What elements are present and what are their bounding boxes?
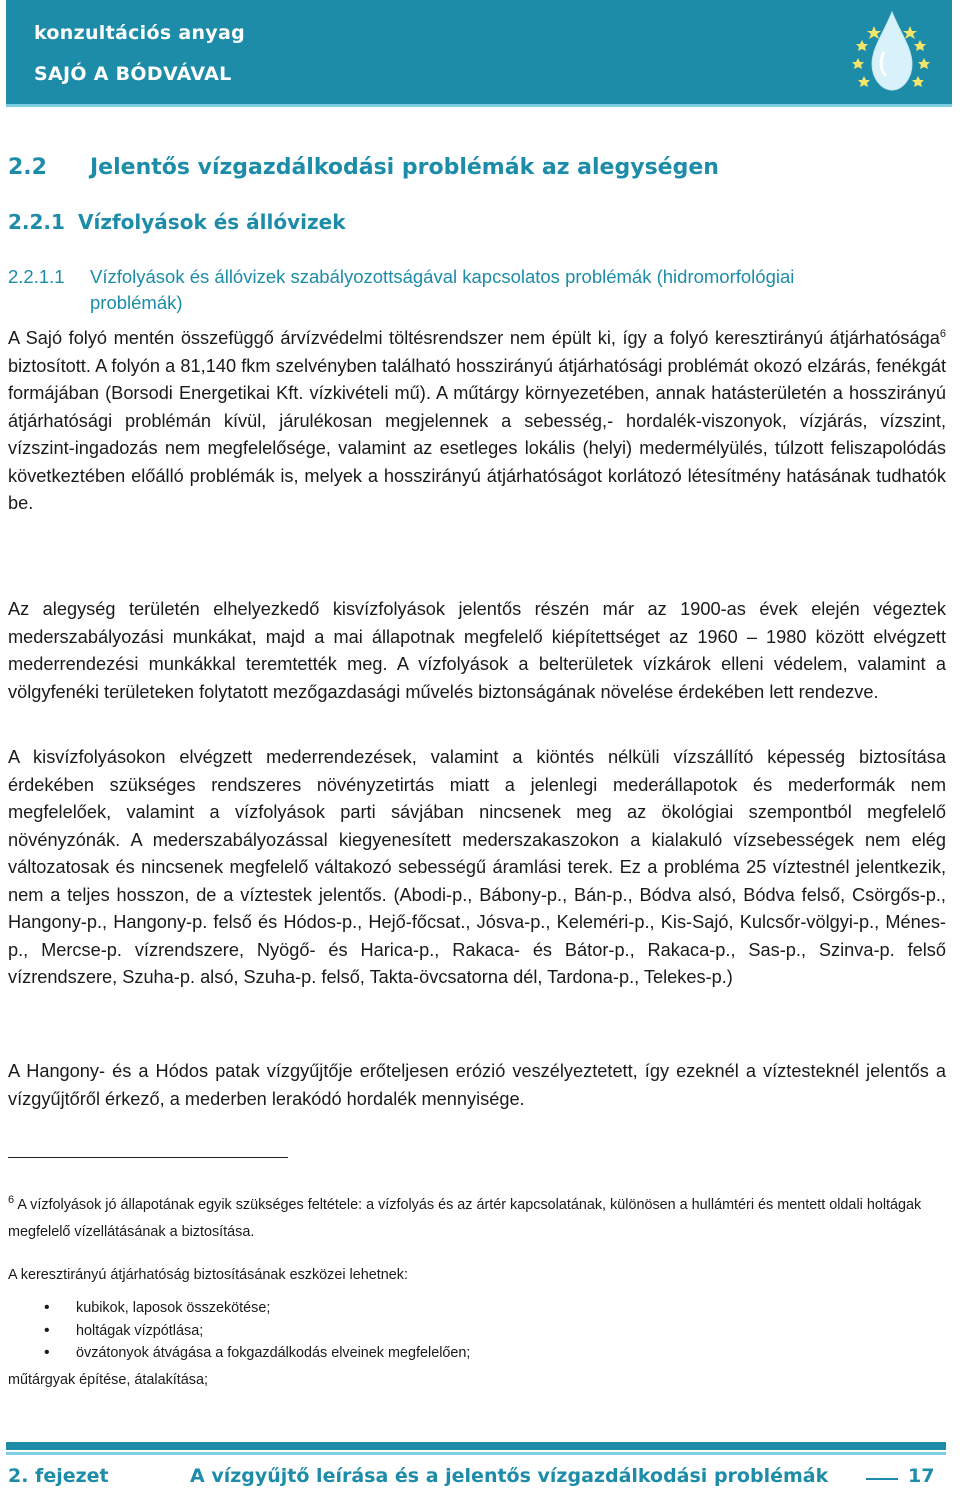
subsection-heading: [8, 210, 346, 234]
section-number: 2.2: [8, 155, 47, 180]
footnote-separator: [8, 1157, 288, 1158]
paragraph-1-part-a: A Sajó folyó mentén összefüggő árvízvédelmi töltésrendszer nem épült ki, így a folyó keresztirányú átjárhatósága: [8, 328, 940, 348]
subsection-title: Vízfolyások és állóvizek: [78, 210, 346, 234]
subsubsection-number: 2.2.1.1: [8, 266, 65, 287]
header-label: konzultációs anyag: [34, 22, 246, 44]
page-header: [6, 0, 952, 107]
footnote-bullet-list: [8, 1297, 948, 1365]
water-drop-stars-logo-icon: [844, 6, 940, 98]
footnote-marker: 6: [8, 1194, 15, 1207]
subsubsection-title-a: Vízfolyások és állóvizek szabályozottságával kapcsolatos problémák (hidromorfológiai: [90, 266, 795, 287]
footnote-body: A vízfolyások jó állapotának egyik szükséges feltétele: a vízfolyás és az ártér kapcsolatának, különösen a hullámtéri és mentett oldali holtágak megfelelő vízellátásának a biztosítása.: [8, 1197, 922, 1240]
page-footer: [8, 1465, 948, 1491]
list-item: • holtágak vízpótlása;: [8, 1320, 948, 1343]
header-subtitle: SAJÓ A BÓDVÁVAL: [34, 63, 232, 85]
page-number: 17: [908, 1465, 935, 1487]
section-title: Jelentős vízgazdálkodási problémák az alegységen: [90, 155, 719, 180]
footer-chapter: 2. fejezet: [8, 1465, 109, 1487]
subsection-number: 2.2.1: [8, 210, 65, 234]
footer-title: A vízgyűjtő leírása és a jelentős vízgazdálkodási problémák: [190, 1465, 829, 1487]
paragraph-2: Az alegység területén elhelyezkedő kisvízfolyások jelentős részén már az 1900-as évek elején végeztek mederszabályozási munkákat, majd a mai állapotnak megfelelő kiépítettséget az 1960 – 1980 között elvégzett mederrendezési munkákkal teremtették meg. A vízfolyások a belterületek vízkárok elleni védelem, valamint a völgyfenéki területeken folytatott mezőgazdasági művelés biztonságának növelése érdekében lett rendezve.: [8, 599, 946, 702]
footer-bar-accent: [6, 1452, 946, 1455]
list-item: • kubikok, laposok összekötése;: [8, 1297, 948, 1320]
paragraph-1: [8, 325, 946, 518]
footer-dash: [866, 1478, 898, 1480]
paragraph-4: A Hangony- és a Hódos patak vízgyűjtője erőteljesen erózió veszélyeztetett, így ezeknél a víztesteknél jelentős a vízgyűjtőről érkező, a mederben lerakódó hordalék mennyisége.: [8, 1061, 946, 1109]
footnote-list-intro: A keresztirányú átjárhatóság biztosításának eszközei lehetnek:: [8, 1267, 408, 1283]
section-heading: [8, 155, 719, 180]
list-item: • övzátonyok átvágása a fokgazdálkodás elveinek megfelelően;: [8, 1342, 948, 1365]
subsubsection-heading: [8, 264, 950, 316]
footnote-reference: 6: [939, 327, 946, 340]
footnote-list-block: [8, 1262, 948, 1394]
subsubsection-title-b: problémák): [90, 292, 183, 313]
footnote-text: [8, 1192, 948, 1246]
paragraph-3: A kisvízfolyásokon elvégzett mederrendezések, valamint a kiöntés nélküli vízszállító képesség biztosítása érdekében szükséges rendszeres növényzetirtás miatt a jelenlegi mederállapotok és mederformák nem megfelelőek, valamint a vízfolyások parti sávjában nincsenek meg az ökológiai szempontból megfelelő növényzónák. A mederszabályozással kiegyenesített mederszakaszokon a kialakuló vízsebességek nem elég változatosak és nincsenek megfelelő váltakozó sebességű áramlási terek. Ez a probléma 25 víztestnél jelentkezik, nem a teljes hosszon, de a víztestek jelentős. (Abodi-p., Bábony-p., Bán-p., Bódva alsó, Bódva felső, Csörgős-p., Hangony-p., Hangony-p. felső és Hódos-p., Hejő-főcsat., Jósva-p., Keleméri-p., Kis-Sajó, Kulcsőr-völgyi-p., Ménes-p., Mercse-p. vízrendszere, Nyögő- és Harica-p., Rakaca- és Bátor-p., Rakaca-p., Sas-p., Szinva-p. felső vízrendszere, Szuha-p. alsó, Szuha-p. felső, Takta-övcsatorna dél, Tardona-p., Telekes-p.): [8, 747, 946, 987]
footnote-list-last: műtárgyak építése, átalakítása;: [8, 1371, 208, 1388]
footer-bar: [6, 1442, 946, 1450]
paragraph-1-part-b: biztosított. A folyón a 81,140 fkm szelvényben található hosszirányú átjárhatósági problémát okozó elzárás, fenékgát formájában (Borsodi Energetikai Kft. vízkivételi mű). A műtárgy környezetében, annak hatásterületén a hosszirányú átjárhatósági problémán kívül, járulékosan megjelennek a sebesség,- hordalék-viszonyok, vízjárás, vízszint, vízszint-ingadozás nem megfelelősége, valamint az esetleges lokális (helyi) medermélyülés, túlzott feliszapolódás következtében előálló problémák is, melyek a hosszirányú átjárhatóságot korlátozó létesítmény hatásának tudhatók be.: [8, 355, 946, 513]
